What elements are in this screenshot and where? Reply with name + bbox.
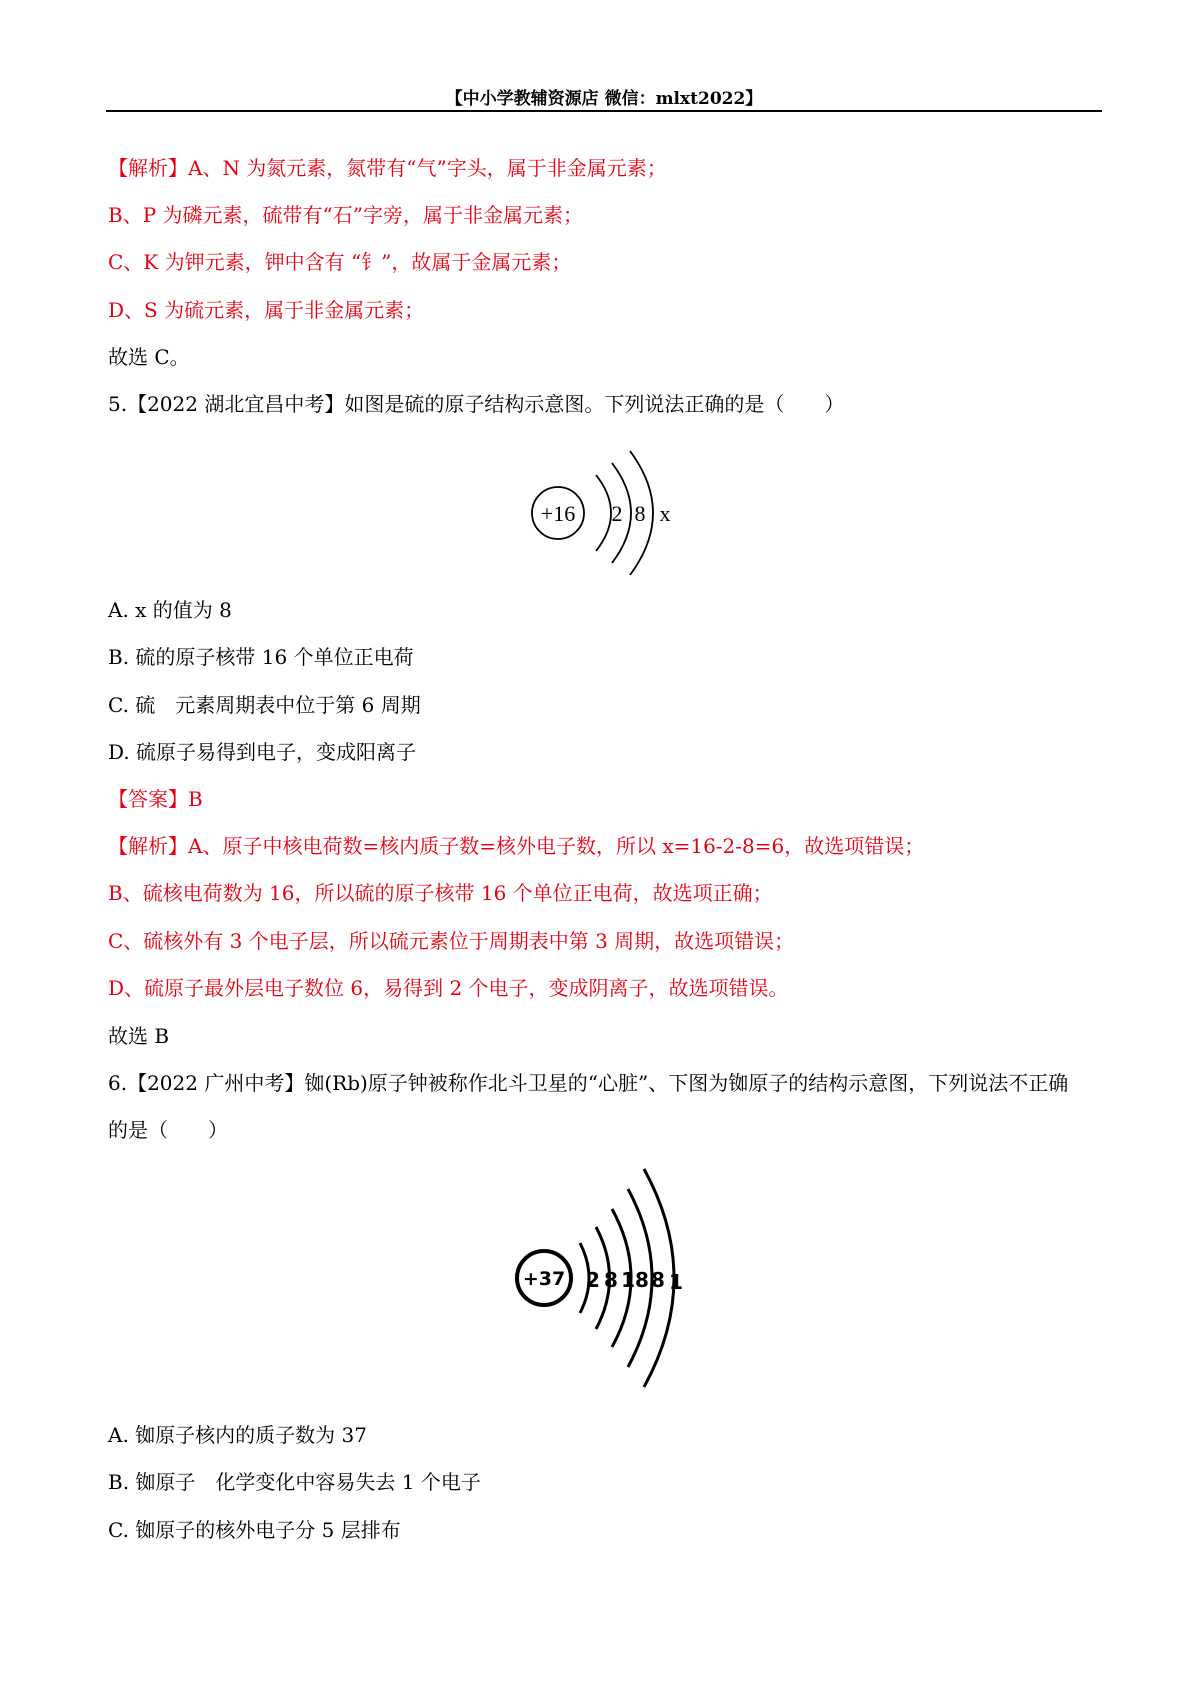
q6-stem-line-2: 的是（ ） — [108, 1118, 228, 1142]
rubidium-shell-2-count: 8 — [604, 1268, 618, 1292]
q5-analysis-d: D、硫原子最外层电子数位 6，易得到 2 个电子，变成阴离子，故选项错误。 — [108, 976, 789, 1000]
sulfur-shell-2-count: 8 — [634, 501, 646, 526]
rubidium-shell-5-count: 1 — [669, 1270, 683, 1294]
q4-analysis-b: B、P 为磷元素，硫带有“石”字旁，属于非金属元素； — [108, 203, 583, 227]
q5-analysis-a: 【解析】A、原子中核电荷数=核内质子数=核外电子数，所以 x=16-2-8=6，故选项错误； — [108, 834, 925, 858]
q6-stem-line-1: 6.【2022 广州中考】铷(Rb)原子钟被称作北斗卫星的“心脏”、下图为铷原子的结构示意图，下列说法不正确 — [108, 1071, 1069, 1095]
q5-analysis-b: B、硫核电荷数为 16，所以硫的原子核带 16 个单位正电荷，故选项正确； — [108, 881, 773, 905]
sulfur-atom-diagram — [530, 445, 680, 575]
q5-analysis-c: C、硫核外有 3 个电子层，所以硫元素位于周期表中第 3 周期，故选项错误； — [108, 929, 795, 953]
q4-conclusion: 故选 C。 — [108, 345, 190, 369]
rubidium-atom-diagram — [508, 1165, 698, 1395]
q6-option-b: B. 铷原子 化学变化中容易失去 1 个电子 — [108, 1470, 481, 1494]
q5-conclusion: 故选 B — [108, 1024, 170, 1048]
q4-analysis-c: C、K 为钾元素，钾中含有 “钅”，故属于金属元素； — [108, 250, 572, 274]
sulfur-shell-1-count: 2 — [611, 501, 623, 526]
q4-analysis-d: D、S 为硫元素，属于非金属元素； — [108, 298, 425, 322]
rubidium-shell-3-count: 18 — [621, 1268, 649, 1292]
q5-stem: 5.【2022 湖北宜昌中考】如图是硫的原子结构示意图。下列说法正确的是（ ） — [108, 392, 845, 416]
q5-answer: 【答案】B — [108, 787, 203, 811]
q5-option-b: B. 硫的原子核带 16 个单位正电荷 — [108, 645, 414, 669]
q5-option-a: A. x 的值为 8 — [108, 598, 232, 622]
header-rule — [106, 110, 1102, 112]
q4-analysis-a: 【解析】A、N 为氮元素，氮带有“气”字头，属于非金属元素； — [108, 156, 667, 180]
rubidium-shell-1-count: 2 — [586, 1268, 600, 1292]
sulfur-shell-3-count: x — [659, 501, 671, 526]
q6-option-c: C. 铷原子的核外电子分 5 层排布 — [108, 1518, 401, 1542]
rubidium-shell-4-count: 8 — [651, 1268, 665, 1292]
sulfur-shell-1 — [596, 475, 611, 551]
sulfur-nucleus-charge: +16 — [540, 501, 576, 526]
q5-option-c: C. 硫 元素周期表中位于第 6 周期 — [108, 693, 421, 717]
q6-option-a: A. 铷原子核内的质子数为 37 — [108, 1423, 367, 1447]
q5-option-d: D. 硫原子易得到电子，变成阳离子 — [108, 740, 417, 764]
rubidium-nucleus-charge: +37 — [522, 1268, 566, 1290]
page-header: 【中小学教辅资源店 微信：mlxt2022】 — [445, 89, 763, 109]
